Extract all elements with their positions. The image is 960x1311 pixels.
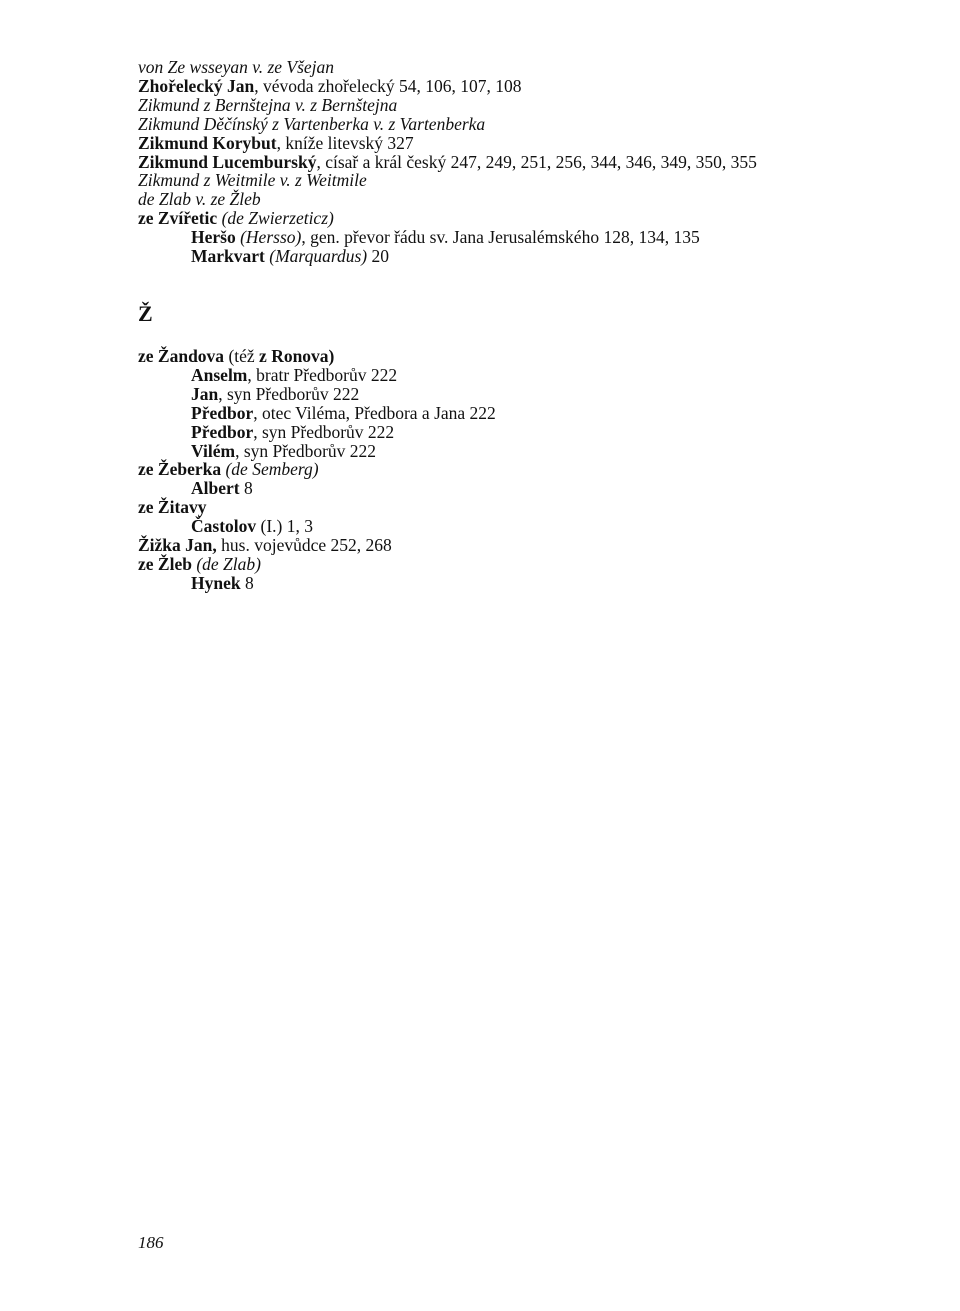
entry-note: (Hersso) xyxy=(235,227,302,248)
entry-text: 8 xyxy=(240,572,254,593)
index-entry xyxy=(138,536,392,555)
entry-text: , kníže litevský 327 xyxy=(276,132,414,153)
index-entry xyxy=(138,209,334,228)
index-subentry xyxy=(191,228,700,247)
entry-name: Zhořelecký Jan xyxy=(138,75,255,96)
entry-name: Heršo xyxy=(191,227,236,248)
index-entry xyxy=(138,58,334,77)
index-entry xyxy=(138,498,207,517)
entry-name: Žižka Jan, xyxy=(138,535,217,555)
page-number: 186 xyxy=(138,1233,164,1252)
entry-name: Jan xyxy=(191,383,219,404)
index-entry xyxy=(138,347,334,366)
index-subentry xyxy=(191,479,253,498)
index-entry xyxy=(138,171,367,190)
index-entry xyxy=(138,134,414,153)
index-entry xyxy=(138,153,757,172)
entry-name: ze Žitavy xyxy=(138,497,207,518)
index-subentry xyxy=(191,385,359,404)
entry-name: ze Zvířetic xyxy=(138,208,218,229)
index-entry xyxy=(138,460,319,479)
entry-text: , syn Předborův 222 xyxy=(253,421,395,442)
entry-name: Předbor xyxy=(191,402,254,423)
entry-text: , syn Předborův 222 xyxy=(218,383,360,404)
entry-note: Zikmund z Weitmile v. z Weitmile xyxy=(138,170,367,191)
entry-text: , gen. převor řádu sv. Jana Jerusalémského 128, 134, 135 xyxy=(301,227,700,248)
entry-note: de Zlab v. ze Žleb xyxy=(138,189,261,210)
index-subentry xyxy=(191,247,389,266)
entry-note: (de Zwierzeticz) xyxy=(217,208,334,229)
entry-name: ze Žleb xyxy=(138,553,192,574)
index-entry xyxy=(138,190,261,209)
index-entry xyxy=(138,115,485,134)
entry-note: Zikmund z Bernštejna v. z Bernštejna xyxy=(138,94,398,115)
entry-text: , syn Předborův 222 xyxy=(235,440,377,461)
index-subentry xyxy=(191,423,394,442)
entry-note: (de Zlab) xyxy=(191,553,261,574)
index-entry xyxy=(138,96,397,115)
entry-text: , císař a král český 247, 249, 251, 256, 344, 346, 349, 350, 355 xyxy=(316,151,757,172)
section-letter-heading: Ž xyxy=(138,301,153,326)
entry-name: Anselm xyxy=(191,364,248,385)
entry-name: Albert xyxy=(191,478,240,499)
entry-name: ze Žandova xyxy=(138,346,225,366)
entry-name: Častolov xyxy=(191,516,257,537)
entry-note: von Ze wsseyan v. ze Všejan xyxy=(138,57,335,77)
entry-name: Zikmund Lucemburský xyxy=(138,151,317,172)
entry-name: Předbor xyxy=(191,421,254,442)
entry-name: Zikmund Korybut xyxy=(138,132,277,153)
entry-name: z Ronova) xyxy=(259,346,335,366)
entry-name: Markvart xyxy=(191,246,265,266)
entry-text: hus. vojevůdce 252, 268 xyxy=(216,535,392,555)
entry-name: ze Žeberka xyxy=(138,459,222,480)
entry-text: , vévoda zhořelecký 54, 106, 107, 108 xyxy=(254,75,522,96)
entry-text: 8 xyxy=(239,478,253,499)
entry-text: (též xyxy=(224,346,260,366)
index-subentry xyxy=(191,404,496,423)
entry-text: , bratr Předborův 222 xyxy=(247,364,398,385)
entry-note: (Marquardus) xyxy=(264,246,368,266)
index-subentry xyxy=(191,574,254,593)
index-entries-z xyxy=(138,58,928,268)
entry-note: (de Semberg) xyxy=(221,459,319,480)
index-entry xyxy=(138,555,261,574)
index-entries-zh xyxy=(138,347,928,597)
entry-text: 20 xyxy=(367,246,389,266)
entry-text: (I.) 1, 3 xyxy=(256,516,313,537)
index-entry xyxy=(138,77,521,96)
entry-note: Zikmund Děčínský z Vartenberka v. z Vartenberka xyxy=(138,113,486,134)
index-subentry xyxy=(191,517,313,536)
entry-name: Hynek xyxy=(191,572,241,593)
index-subentry xyxy=(191,366,397,385)
entry-text: , otec Viléma, Předbora a Jana 222 xyxy=(253,402,496,423)
index-subentry xyxy=(191,442,376,461)
entry-name: Vilém xyxy=(191,440,236,461)
